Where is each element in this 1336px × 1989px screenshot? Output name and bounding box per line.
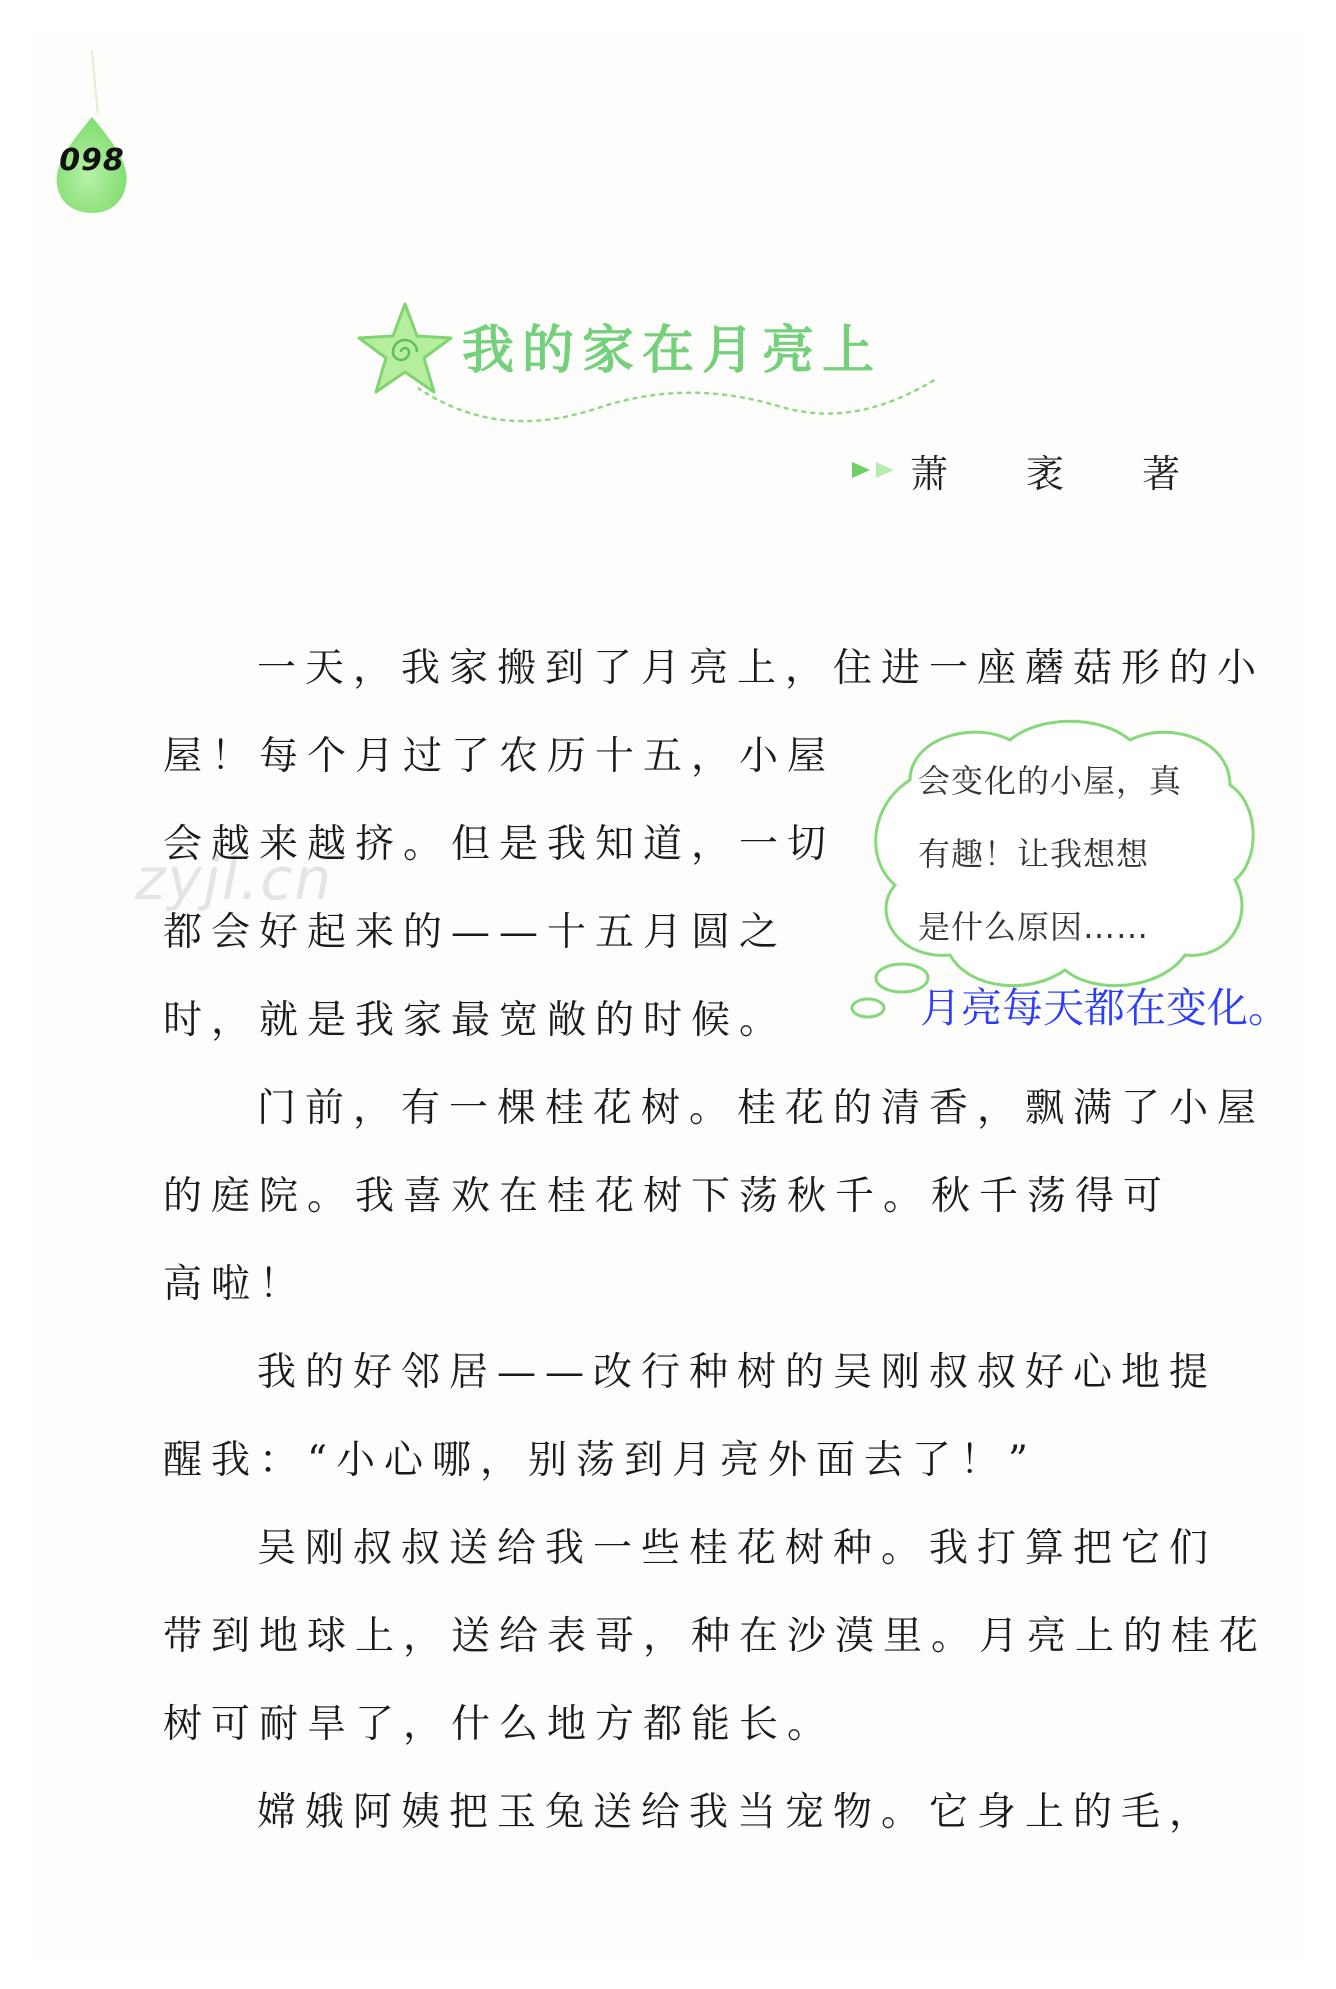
answer-annotation: 月亮每天都在变化。 [920,984,1289,1032]
author-name: 萧 袤 著 [910,451,1201,496]
double-arrow-icon [850,458,904,482]
page-number: 098 [59,143,125,178]
text-line: 的庭院。我喜欢在桂花树下荡秋千。秋千荡得可 [163,1174,1172,1219]
bubble-line: 是什么原因…… [918,908,1150,946]
text-line: 都会好起来的——十五月圆之 [163,910,788,955]
bubble-line: 会变化的小屋，真 [918,762,1183,800]
text-line: 醒我：“小心哪，别荡到月亮外面去了！” [163,1438,1037,1483]
paragraph-2 [163,1065,1267,1329]
text-line: 一天，我家搬到了月亮上，住进一座蘑菇形的小 [257,646,1266,691]
text-line: 高啦！ [163,1262,308,1307]
text-line: 时，就是我家最宽敞的时候。 [163,998,788,1043]
bubble-line: 有趣！让我想想 [918,835,1150,873]
text-line: 嫦娥阿姨把玉兔送给我当宠物。它身上的毛， [257,1790,1218,1835]
paragraph-5 [163,1769,1267,1857]
text-line: 门前，有一棵桂花树。桂花的清香，飘满了小屋 [257,1086,1266,1131]
leaf-drop-icon [52,45,132,215]
text-line: 吴刚叔叔送给我一些桂花树种。我打算把它们 [257,1526,1218,1571]
text-line: 树可耐旱了，什么地方都能长。 [163,1702,836,1747]
text-line: 我的好邻居——改行种树的吴刚叔叔好心地提 [257,1350,1218,1395]
text-line: 会越来越挤。但是我知道，一切 [163,822,836,867]
author-line [850,445,1200,495]
story-title: 我的家在月亮上 [462,321,883,381]
dotted-wave-decoration [418,368,938,428]
watermark-text: zyjl.cn [135,845,334,913]
text-line: 带到地球上，送给表哥，种在沙漠里。月亮上的桂花 [163,1614,1268,1659]
paragraph-3 [163,1329,1267,1505]
paragraph-4 [163,1505,1267,1769]
text-line: 屋！每个月过了农历十五，小屋 [163,734,836,779]
bubble-text [918,745,1238,964]
page-number-badge [52,45,132,215]
